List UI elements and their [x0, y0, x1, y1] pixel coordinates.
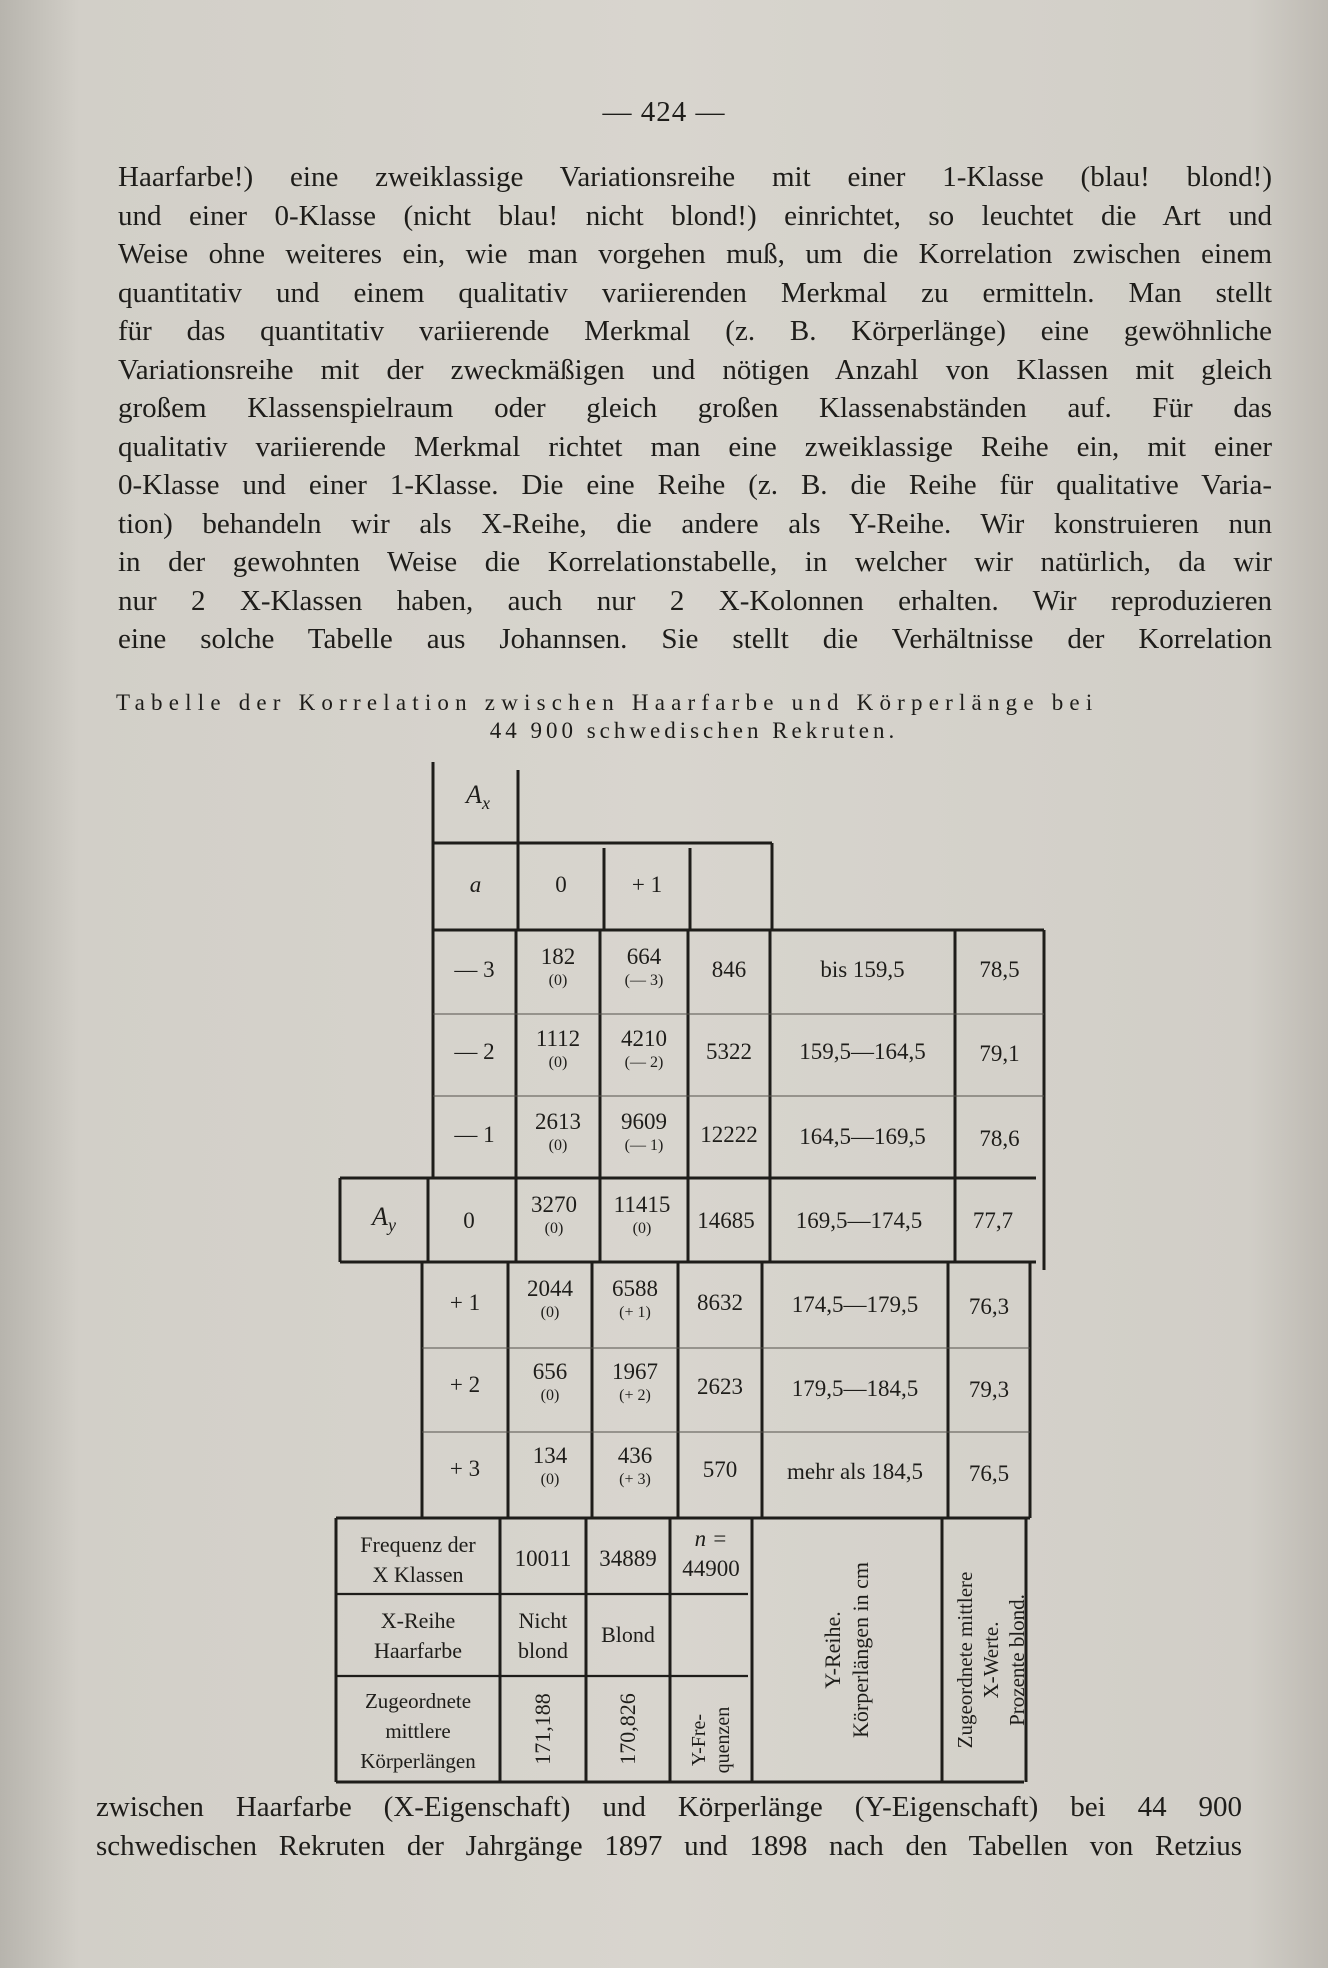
text-line: zwischen Haarfarbe (X-Eigenschaft) und Körperlänge (Y-Eigenschaft) bei 44 900 [96, 1791, 1242, 1823]
body-paragraph [118, 158, 1272, 659]
row-percent: 78,6 [979, 1126, 1020, 1151]
row-percent: 79,3 [968, 1377, 1010, 1402]
text-line: nur 2 X-Klassen haben, auch nur 2 X-Kolonnen erhalten. Wir reproduzieren [118, 584, 1272, 617]
cell: 436 (+ 3) [617, 1443, 653, 1488]
cell: 2044 (0) [527, 1276, 573, 1321]
cell: 3270 (0) [531, 1192, 577, 1237]
bottom-paragraph [96, 1788, 1242, 1865]
text-line: und einer 0-Klasse (nicht blau! nicht blond!) einrichtet, so leuchtet die Art und [118, 199, 1272, 232]
a-value-1: + 1 [631, 872, 663, 897]
row-range: 164,5—169,5 [799, 1124, 926, 1149]
row-range: 169,5—174,5 [795, 1208, 923, 1233]
xreihe-value-nicht-blond: Nicht blond [517, 1608, 569, 1663]
caption-line-1: Tabelle der Korrelation zwischen Haarfarbe und Körperlänge bei [116, 690, 1099, 715]
row-percent: 76,3 [968, 1294, 1010, 1319]
cell: 656 (0) [532, 1359, 568, 1404]
a-label: a [469, 872, 482, 897]
row-frequency: 5322 [706, 1039, 752, 1064]
freq-x-value-0: 10011 [514, 1546, 572, 1571]
cell: 134 (0) [532, 1443, 568, 1488]
text-line: qualitativ variierende Merkmal richtet man eine zweiklassige Reihe ein, mit einer [118, 430, 1272, 463]
row-frequency: 8632 [697, 1290, 743, 1315]
yreihe-label: Y-Reihe. Körperlängen in cm [820, 1562, 873, 1738]
row-frequency: 846 [711, 957, 747, 982]
row-range: 174,5—179,5 [791, 1292, 919, 1317]
row-frequency: 2623 [697, 1374, 743, 1399]
text-line: schwedischen Rekruten der Jahrgänge 1897 und 1898 nach den Tabellen von Retzius [96, 1829, 1242, 1862]
freq-x-value-1: 34889 [599, 1546, 657, 1571]
freq-x-label: Frequenz der X Klassen [360, 1532, 476, 1587]
ay-label: $A_y$ [372, 1202, 396, 1236]
text-line: quantitativ und einem qualitativ variierenden Merkmal zu ermitteln. Man stellt [118, 276, 1272, 309]
row-percent: 78,5 [979, 957, 1020, 982]
mean-length-value-0: 171,188 [530, 1693, 555, 1765]
text-line: tion) behandeln wir als X-Reihe, die andere als Y-Reihe. Wir konstruieren nun [118, 507, 1272, 540]
yfreq-label: Y-Fre- quenzen [688, 1706, 734, 1774]
cell: 1967 (+ 2) [612, 1359, 658, 1404]
text-line: großem Klassenspielraum oder gleich großen Klassenabständen auf. Für das [118, 392, 1272, 424]
cell: 1112 (0) [535, 1026, 581, 1071]
row-a-value: + 1 [449, 1290, 481, 1315]
text-line: Weise ohne weiteres ein, wie man vorgehen muß, um die Korrelation zwischen einem [118, 238, 1272, 270]
text-line: eine solche Tabelle aus Johannsen. Sie stellt die Verhältnisse der Korrelation [118, 623, 1272, 655]
n-label: n = [694, 1526, 728, 1551]
row-range: mehr als 184,5 [786, 1459, 924, 1484]
cell: 182 (0) [540, 944, 576, 989]
row-percent: 79,1 [979, 1041, 1020, 1066]
cell: 11415 (0) [613, 1192, 671, 1237]
cell: 664 (— 3) [624, 944, 664, 989]
row-frequency: 570 [702, 1457, 738, 1482]
row-percent: 77,7 [972, 1208, 1014, 1233]
mean-length-value-1: 170,826 [615, 1693, 640, 1765]
text-line: für das quantitativ variierende Merkmal (z. B. Körperlänge) eine gewöhnliche [118, 315, 1272, 347]
row-range: bis 159,5 [820, 957, 905, 982]
table-caption [116, 690, 1272, 744]
text-line: in der gewohnten Weise die Korrelationstabelle, in welcher wir natürlich, da wir [118, 546, 1272, 578]
row-a-value: — 1 [454, 1122, 495, 1147]
row-frequency: 12222 [700, 1122, 758, 1147]
row-a-value: — 2 [454, 1039, 495, 1064]
row-a-value: + 3 [449, 1456, 481, 1481]
cell: 2613 (0) [535, 1109, 581, 1154]
caption-line-2: 44 900 schwedischen Rekruten. [489, 718, 899, 743]
text-line: 0-Klasse und einer 1-Klasse. Die eine Reihe (z. B. die Reihe für qualitative Varia- [118, 469, 1272, 501]
page-number: — 424 — [602, 96, 726, 128]
a-value-0: 0 [555, 872, 567, 897]
row-percent: 76,5 [968, 1461, 1010, 1486]
cell: 4210 (— 2) [621, 1026, 667, 1071]
mean-length-label: Zugeordnete mittlere Körperlängen [360, 1689, 476, 1773]
row-range: 179,5—184,5 [791, 1376, 919, 1401]
row-a-value: + 2 [449, 1372, 481, 1397]
xreihe-value-blond: Blond [601, 1622, 655, 1647]
row-a-value: 0 [463, 1208, 475, 1233]
xreihe-label: X-Reihe Haarfarbe [374, 1608, 462, 1663]
text-line: Variationsreihe mit der zweckmäßigen und nötigen Anzahl von Klassen mit gleich [118, 353, 1272, 386]
ax-label: $A_x$ [466, 780, 490, 814]
row-frequency: 14685 [697, 1208, 755, 1233]
xwerte-label: Zugeordnete mittlere X-Werte. Prozente blond. [953, 1571, 1029, 1749]
cell: 9609 (— 1) [621, 1109, 667, 1154]
cell: 6588 (+ 1) [612, 1276, 658, 1321]
row-a-value: — 3 [454, 957, 495, 982]
row-range: 159,5—164,5 [799, 1039, 926, 1064]
text-line: Haarfarbe!) eine zweiklassige Variationsreihe mit einer 1-Klasse (blau! blond!) [118, 161, 1272, 193]
n-value: 44900 [682, 1556, 740, 1581]
